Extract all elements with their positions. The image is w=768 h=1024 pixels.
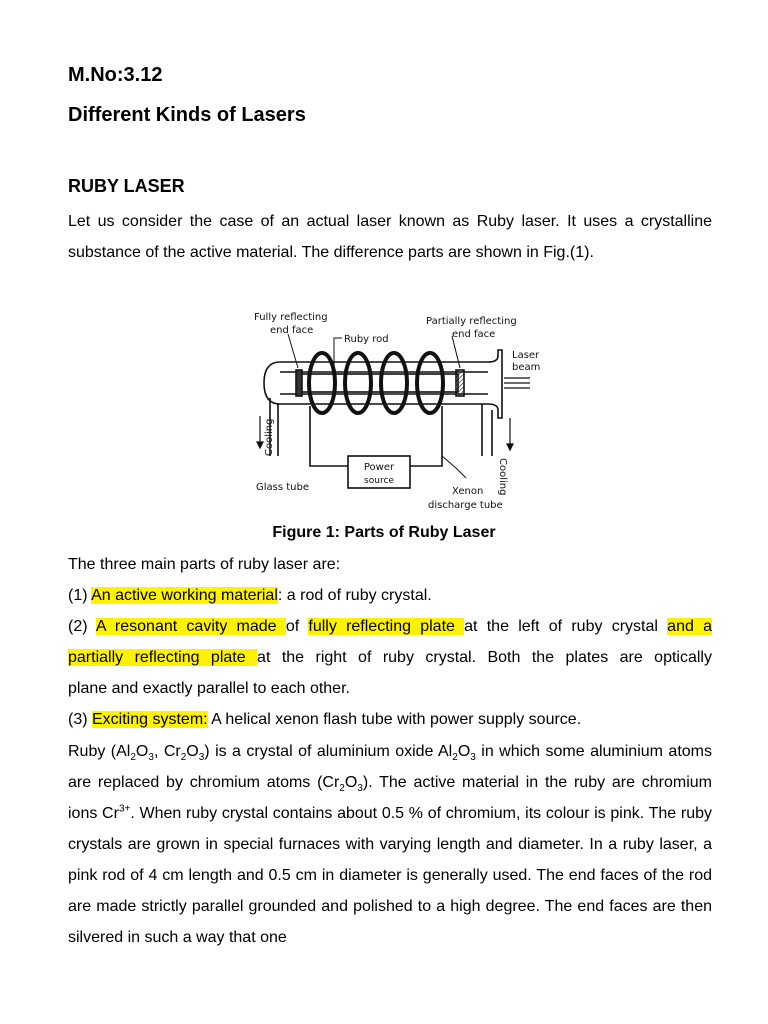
para-text: O	[135, 743, 149, 760]
item-text: A helical xenon flash tube with power supply source.	[207, 711, 582, 728]
para-text: , Cr	[153, 743, 181, 760]
para-text: O	[457, 743, 471, 760]
label-end-face-right: end face	[452, 329, 496, 340]
para-text: ) is a crystal of aluminium oxide Al	[204, 743, 453, 760]
para-text: in which some aluminium atoms are replaced by chromium atoms (Cr	[68, 743, 713, 791]
superscript: 3+	[118, 803, 131, 815]
section-heading: RUBY LASER	[68, 176, 185, 196]
module-number: M.No:3.12	[68, 64, 163, 86]
label-end-face-left: end face	[270, 325, 314, 336]
para-text: ). The active material in the ruby are chromium ions Cr	[68, 774, 713, 822]
para-text: O	[186, 743, 199, 760]
item-text: of	[285, 618, 309, 635]
subscript: 2	[130, 752, 136, 764]
highlighted-text: partially reflecting plate	[68, 649, 258, 666]
item-text: at the left of ruby crystal	[464, 618, 668, 635]
item-text: at the right of ruby crystal. Both the plates are optically	[257, 649, 712, 666]
label-source: source	[364, 476, 394, 486]
label-xenon: Xenon	[452, 486, 484, 497]
label-cooling-right: Cooling	[497, 458, 508, 496]
label-laser: Laser	[512, 350, 540, 361]
label-discharge-tube: discharge tube	[428, 500, 503, 511]
label-beam: beam	[512, 362, 540, 373]
list-item-2-line-2	[68, 647, 712, 669]
intro-paragraph: Let us consider the case of an actual laser known as Ruby laser. It uses a crystalline substance of the active material. The difference parts are shown in Fig.(1).	[68, 213, 712, 261]
page-title: Different Kinds of Lasers	[68, 104, 306, 126]
para-text: O	[344, 774, 358, 791]
label-glass-tube: Glass tube	[256, 482, 310, 493]
subscript: 2	[180, 752, 187, 764]
para-text: Ruby (Al	[68, 743, 131, 760]
subscript: 2	[452, 752, 458, 764]
list-item-2-line-3: plane and exactly parallel to each other.	[68, 680, 350, 697]
subscript: 3	[148, 752, 154, 764]
subscript: 3	[198, 752, 205, 764]
label-cooling-left: Cooling	[264, 418, 275, 456]
subscript: 2	[339, 783, 345, 795]
ruby-paragraph	[68, 736, 712, 953]
subscript: 3	[470, 752, 476, 764]
list-item-3	[68, 709, 712, 731]
item-number: (3)	[68, 711, 92, 728]
highlighted-text: Exciting system:	[92, 711, 208, 728]
item-text: : a rod of ruby crystal.	[277, 587, 432, 604]
highlighted-text: An active working material	[91, 587, 278, 604]
list-item-1	[68, 585, 712, 607]
subscript: 3	[357, 783, 363, 795]
label-fully-reflecting: Fully reflecting	[254, 312, 328, 323]
list-item-2-line-1	[68, 616, 712, 638]
ruby-laser-figure	[230, 306, 540, 518]
item-number: (1)	[68, 587, 92, 604]
highlighted-text: and a	[667, 618, 712, 635]
highlighted-text: A resonant cavity made	[95, 618, 286, 635]
label-partially-reflecting: Partially reflecting	[426, 316, 517, 327]
label-power: Power	[363, 462, 395, 473]
item-number: (2)	[68, 618, 96, 635]
figure-caption: Figure 1: Parts of Ruby Laser	[272, 524, 496, 541]
label-ruby-rod: Ruby rod	[344, 334, 389, 345]
para-text: . When ruby crystal contains about 0.5 % of chromium, its colour is pink. The ruby crystals are grown in special furnaces with varying length and diameter. In a ruby laser, a pink rod of 4 cm length and 0.5 cm in diameter is generally used. The end faces of the rod are made strictly parallel grounded and polished to a high degree. The end faces are then silvered in such a way that one	[68, 805, 713, 946]
highlighted-text: fully reflecting plate	[308, 618, 465, 635]
list-intro: The three main parts of ruby laser are:	[68, 556, 341, 573]
